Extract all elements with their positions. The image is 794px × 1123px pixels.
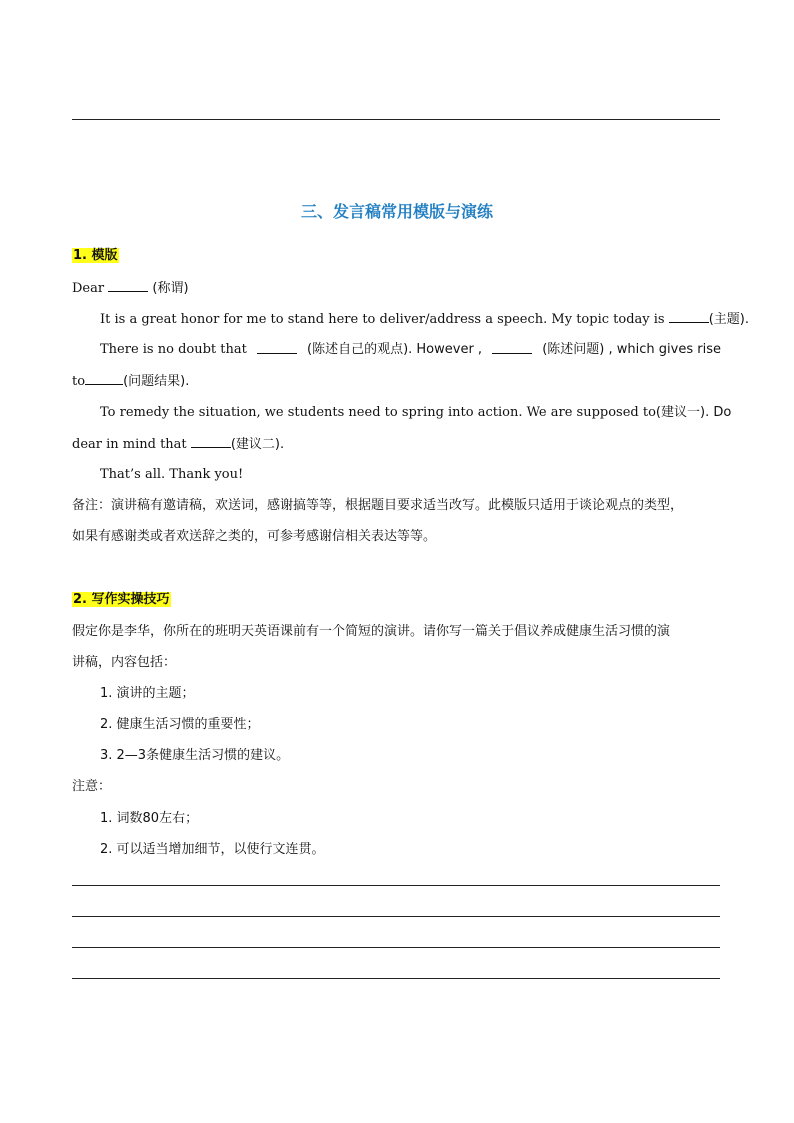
paragraph-3-line-1 [100, 404, 732, 422]
prompt-line-1: 假定你是李华，你所在的班明天英语课前有一个简短的演讲。请你写一篇关于倡议养成健康生活习惯的演 [72, 624, 671, 639]
salutation-suffix: (称谓) [152, 281, 189, 296]
p1-text: It is a great honor for me to stand here to deliver/address a speech. My topic today is [100, 312, 665, 327]
p3-part-a: To remedy the situation, we students need to spring into action. We are supposed to [100, 405, 656, 420]
paragraph-2-line-1 [100, 341, 721, 359]
fill-blank [257, 341, 297, 354]
p2-result: (问题结果). [123, 374, 190, 389]
paragraph-2-line-2 [72, 372, 189, 391]
fill-blank [492, 341, 532, 354]
p2-part-c: (陈述问题) , which gives rise [542, 342, 721, 357]
template-heading-row [72, 247, 119, 265]
fill-blank [191, 435, 231, 448]
fill-blank [85, 372, 123, 385]
answer-line [72, 978, 720, 979]
p1-suffix: (主题). [708, 312, 750, 327]
answer-line [72, 947, 720, 948]
requirement-item: 1. 演讲的主题； [100, 686, 195, 701]
closing-line: That’s all. Thank you! [100, 467, 244, 482]
paragraph-1 [100, 310, 749, 329]
note-line-1: 备注：演讲稿有邀请稿，欢送词，感谢搞等等，根据题目要求适当改写。此模版只适用于谈论观点的类型， [72, 498, 684, 513]
notice-item: 1. 词数80左右； [100, 811, 199, 826]
practice-heading: 2. 写作实操技巧 [73, 592, 170, 607]
p3-part-b: (建议一). Do [655, 405, 732, 420]
p2-to: to [72, 374, 86, 389]
practice-heading-row [72, 591, 171, 609]
requirement-item: 3. 2—3条健康生活习惯的建议。 [100, 748, 290, 763]
template-heading: 1. 模版 [73, 248, 118, 263]
p3-dear: dear in mind that [72, 437, 187, 452]
paragraph-3-line-2 [72, 435, 284, 454]
salutation-prefix: Dear [72, 281, 105, 296]
salutation-line [72, 279, 189, 298]
prompt-line-2: 讲稿，内容包括： [72, 655, 177, 670]
p2-part-a: There is no doubt that [100, 342, 247, 357]
p2-part-b: (陈述自己的观点). However , [307, 342, 483, 357]
answer-line [72, 119, 720, 120]
note-line-2: 如果有感谢类或者欢送辞之类的，可参考感谢信相关表达等等。 [72, 529, 437, 544]
notice-item: 2. 可以适当增加细节，以使行文连贯。 [100, 842, 325, 857]
answer-line [72, 916, 720, 917]
answer-line [72, 885, 720, 886]
requirement-item: 2. 健康生活习惯的重要性； [100, 717, 260, 732]
notice-label: 注意： [72, 779, 112, 794]
section-title: 三、发言稿常用模版与演练 [300, 202, 493, 221]
fill-blank [108, 279, 148, 292]
fill-blank [669, 310, 709, 323]
p3-suffix: (建议二). [230, 437, 285, 452]
